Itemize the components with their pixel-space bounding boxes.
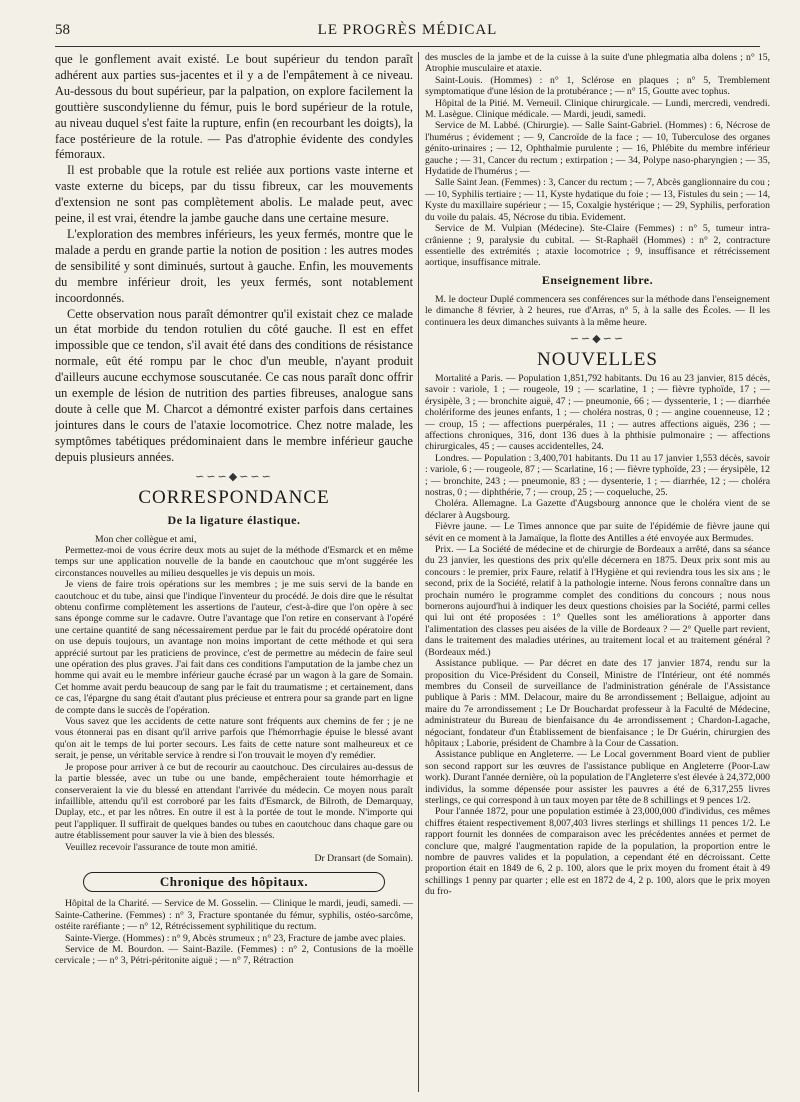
paragraph: Prix. — La Société de médecine et de chirurgie de Bordeaux a arrêté, dans sa séance du 23 janvier, les questions des prix qu'elle décernera en 1875. Deux prix sont mis au concours : le premier, prix Faure, relatif à l'Hygiène et qui reviendra tous les six ans ; le second, prix de la Société, relatif à la pathologie interne. Nous ferons connaître dans un prochain numéro le programme complet des conditions du concours ; nous nous bornerons aujourd'hui à indiquer les deux questions choisies par la Société, parmi celles qui lui ont été proposées : 1° Quelles sont les améliorations à apporter dans l'alimentation des classes peu aisées de la ville de Bordeaux ? — 2° Quelle part revient, dans le traitement des maladies utérines, au traitement local et au traitement général ? (Bordeaux méd.) <box>425 544 770 658</box>
paragraph: Assistance publique. — Par décret en date des 17 janvier 1874, rendu sur la proposition du Vice-Président du Conseil, Ministre de l'Intérieur, ont été nommés membres du Conseil de surveillance de l'administration générale de l'Assistance publique à Paris : MM. Delacour, maire du 8e arrondissement ; Bellaigue, adjoint au maire du 7e arrondissement ; Le Dr Bouchardat professeur à la Faculté de Médecine, administrateur du Bureau de bienfaisance du 4e arrondissement ; Chardon-Lagache, négociant, fondateur d'un Établissement de bienfaisance ; le Dr Guérin, chirurgien des hôpitaux ; Laborie, président de Chambre à la Cour de Cassation. <box>425 658 770 749</box>
paragraph: Fièvre jaune. — Le Times annonce que par suite de l'épidémie de fièvre jaune qui sévit en ce moment à la Jamaïque, la flotte des Antilles a été envoyée aux Bermudes. <box>425 521 770 544</box>
chronique-heading: Chronique des hôpitaux. <box>83 872 385 892</box>
header-rule <box>55 46 760 47</box>
left-column <box>55 52 413 1092</box>
paragraph: Je viens de faire trois opérations sur les membres ; je me suis servi de la bande en caoutchouc et du tube, ainsi que l'indique l'inventeur du procédé. Je dois dire que le résultat obtenu confirme complètement les assertions de l'auteur, c'est-à-dire que l'on opère à sec sans éponge comme sur le cadavre. Outre l'avantage que l'on retire en conservant à l'opéré une certaine quantité de sang nécessairement perdue par le fait du procédé opératoire dont on use depuis toujours, un avantage non moins important de cette méthode et qui sera apprécié surtout par les praticiens de province, c'est de permettre au médecin de faire seul une opération des plus graves. J'ai fait dans ces conditions l'amputation de la jambe chez un homme qui avait eu le membre inférieur gauche écrasé par un wagon à la gare de Somain. Cet homme avait perdu beaucoup de sang par le fait du traumatisme ; et certainement, dans ce cas, l'épargne du sang était d'autant plus précieuse et entrera pour sa grande part en ligne de compte dans le succès de l'opération. <box>55 579 413 716</box>
page-number: 58 <box>55 22 70 38</box>
right-column <box>425 52 770 1092</box>
section-ornament: ∽∽∽◆∽∽∽ <box>195 470 273 483</box>
paragraph: Hôpital de la Pitié. M. Verneuil. Clinique chirurgicale. — Lundi, mercredi, vendredi. M. Lasègue. Clinique médicale. — Mardi, jeudi, samedi. <box>425 97 770 121</box>
paragraph: Service de M. Vulpian (Médecine). Ste-Claire (Femmes) : n° 5, tumeur intra-crânienne ; 9, paralysie du cubital. — St-Raphaël (Hommes) : n° 2, contracture essentielle des extrémités ; ataxie locomotrice ; 9, insuffisance et rétrécissement aortique, insuffisance mitrale. <box>425 223 770 269</box>
nouvelles-text <box>425 373 770 898</box>
paragraph: Saint-Louis. (Hommes) : n° 1, Sclérose en plaques ; n° 5, Tremblement symptomatique d'une lésion de la protubérance ; — n° 15, Goutte avec tophus. <box>425 74 770 98</box>
paragraph: L'exploration des membres inférieurs, les yeux fermés, montre que le malade a perdu en grande partie la notion de position : les autres modes de sensibilité y sont diminués, surtout à gauche. Enfin, les mouvements du membre inférieur droit, les yeux fermés, sont notablement incoordonnés. <box>55 226 413 305</box>
paragraph: Je propose pour arriver à ce but de recourir au caoutchouc. Des circulaires au-dessus de la partie blessée, avec un tube ou une bande, empêcheraient toute hémorrhagie et conserveraient la vie du blessé en attendant l'arrivée du médecin. Ce moyen nous paraît infaillible, attendu qu'il est corroboré par les faits d'Esmarck, de Bilroth, de Demarquay, Duplay, etc., et par les nôtres. En outre il est à la portée de tout le monde. N'importe qui peut l'appliquer. Il suffirait de quelques bandes ou tubes en caoutchouc dans chaque gare ou autre établissement pour sauver la vie à bien des blessés. <box>55 761 413 842</box>
chronique-text <box>55 898 413 966</box>
paragraph: des muscles de la jambe et de la cuisse à la suite d'une phlegmatia alba dolens ; n° 15, Atrophie musculaire et ataxie. <box>425 52 770 75</box>
paragraph: Londres. — Population : 3,400,701 habitants. Du 11 au 17 janvier 1,553 décès, savoir : variole, 6 ; — rougeole, 87 ; — Scarlatine, 16 ; — fièvre typhoïde, 23 ; — érysipèle, 12 ; — bronchite, 243 ; — pneumonie, 83 ; — dysenterie, 1 ; — diarrhée, 12 ; — choléra nostras, 0 ; — diphthérie, 7 ; — croup, 25 ; — coqueluche, 25. <box>425 452 770 498</box>
enseignement-heading: Enseignement libre. <box>541 272 654 287</box>
signature: Dr Dransart (de Somain). <box>314 852 413 864</box>
paragraph: Service de M. Bourdon. — Saint-Bazile. (Femmes) : n° 2, Contusions de la moëlle cervicale ; — n° 3, Pétri-péritonite aiguë ; — n° 7, Rétraction <box>55 943 413 967</box>
nouvelles-heading: NOUVELLES <box>537 348 658 370</box>
enseignement-text <box>425 294 770 328</box>
paragraph: Cette observation nous paraît démontrer qu'il existait chez ce malade un état morbide du tendon rotulien du côté gauche. Il est en effet impossible que ce tendon, s'il avait été dans des conditions de résistance normale, eût été rompu par le choc d'un meuble, n'ayant produit d'ailleurs aucune ecchymose souscutanée. Ce cas nous paraît donc offrir un exemple de lésion de nutrition des parties fibreuses, analogue sans doute à celle que M. Charcot a démontré exister parfois dans certaines jointures dans le cours de l'ataxie locomotrice. Chez notre malade, les symptômes tabétiques prédominaient dans le membre inférieur gauche depuis plusieurs années. <box>55 306 413 464</box>
salutation: Mon cher collègue et ami, <box>95 533 197 545</box>
journal-title: LE PROGRÈS MÉDICAL <box>317 22 498 38</box>
paragraph: Salle Saint Jean. (Femmes) : 3, Cancer du rectum ; — 7, Abcès ganglionnaire du cou ; — 10, Syphilis tertiaire ; — 11, Kyste hydatique du foie ; — 13, Fistules du sein ; — 14, Kyste du maxillaire supérieur ; — 15, Coxalgie hystérique ; — 29, Syphilis, perforation du voile du palais. 45, Nécrose du tibia. Evidement. <box>425 177 770 223</box>
chronique-continued <box>425 52 770 269</box>
page-header <box>55 22 760 44</box>
paragraph: Veuillez recevoir l'assurance de toute mon amitié. <box>65 841 258 853</box>
correspondance-letter <box>55 534 413 865</box>
section-ornament: ∽∽◆∽∽ <box>569 332 626 345</box>
paragraph: que le gonflement avait existé. Le bout supérieur du tendon paraît adhérent aux parties sus-jacentes et il y a de l'empâtement à ce niveau. Au-dessous du bout supérieur, par la palpation, on explore facilement la gouttière suscondylienne du fémur, puis le bord supérieur de la rotule, au niveau duquel s'est faite la rupture, enfin (en recourbant les doigts), la face postérieure de la rotule. — Pas d'atrophie évidente des condyles fémoraux. <box>55 52 413 162</box>
column-divider <box>418 52 419 1092</box>
correspondance-heading: CORRESPONDANCE <box>138 486 330 508</box>
paragraph: Il est probable que la rotule est reliée aux portions vaste interne et vaste externe du biceps, par du tissu fibreux, car les mouvements d'extension ne sont pas complètement abolis. Le malade peut, avec peine, il est vrai, étendre la jambe gauche dans une certaine mesure. <box>55 163 413 226</box>
paragraph: Assistance publique en Angleterre. — Le Local government Board vient de publier son second rapport sur les œuvres de l'assistance publique en Angleterre (Poor-Law work). Durant l'année dernière, où la population de l'Angleterre s'est élevée à 24,372,000 individus, la somme dépensée pour assister les pauvres a été de 6,317,255 livres sterlings, ce qui correspond à un taux moyen par tête de 8 schillings et 9 pences 1/2. <box>425 749 770 806</box>
observation-text <box>55 52 413 466</box>
paragraph: Service de M. Labbé. (Chirurgie). — Salle Saint-Gabriel. (Hommes) : 6, Nécrose de l'humérus ; évidement ; — 9, Cancroïde de la face ; — 10, Tuberculose des organes génito-urinaires ; — 12, Ophthalmie purulente ; — 16, Phlébite du membre inférieur gauche ; — 31, Cancer du rectum ; extirpation ; — 34, Polype naso-pharyngien ; — 35, Hydatide de l'humérus ; — <box>425 120 770 178</box>
paragraph: Hôpital de la Charité. — Service de M. Gosselin. — Clinique le mardi, jeudi, samedi. — Sainte-Catherine. (Femmes) : n° 3, Fracture spontanée du fémur, syphilis, ostéo-sarcôme, ostéite raréfiante ; — n° 12, Rétrécissement syphilitique du rectum. <box>55 898 413 933</box>
correspondance-subheading: De la ligature élastique. <box>167 512 301 527</box>
paragraph: Choléra. Allemagne. La Gazette d'Augsbourg annonce que le choléra vient de se déclarer à Augsbourg. <box>425 498 770 521</box>
paragraph: Pour l'année 1872, pour une population estimée à 23,000,000 d'individus, ces mêmes chiffres étaient respectivement 8,007,403 livres sterlings et shillings 11 pences 1/2. Le rapport fournit les données de comparaison avec les précédentes années et permet de conclure que, malgré l'augmentation rapide de la population, la proportion entre le nombre de pauvres valides et la population, a cependant été en décroissant. Cette proportion était en 1849 de 6, 2 p. 100, alors que le prix moyen du froment était à 49 schillings 1 penny par quarter ; elle est en 1872 de 4, 2 p. 100, alors que le prix moyen du fro- <box>425 806 770 898</box>
paragraph: M. le docteur Duplé commencera ses conférences sur la méthode dans l'enseignement le dimanche 8 février, à 2 heures, rue d'Arras, n° 5, à la salle des Écoles. — Il les continuera les deux dimanches suivants à la même heure. <box>425 293 770 328</box>
paragraph: Permettez-moi de vous écrire deux mots au sujet de la méthode d'Esmarck et en même temps sur une application nouvelle de la bande en caoutchouc que m'ont suggérée les circonstances nouvelles au milieu desquelles je vis depuis un mois. <box>55 544 413 579</box>
paragraph: Sainte-Vierge. (Hommes) : n° 9, Abcès strumeux ; n° 23, Fracture de jambe avec plaies. <box>65 932 406 944</box>
paragraph: Vous savez que les accidents de cette nature sont fréquents aux chemins de fer ; je ne vous étonnerai pas en disant qu'il arrive parfois que l'hémorrhagie épuise le blessé avant qu'on ait le temps de lui porter secours. Les faits de cette nature sont malheureux et ce serait, je pense, un véritable service à rendre si l'on trouvait le moyen d'y remédier. <box>55 716 413 762</box>
paragraph: Mortalité a Paris. — Population 1,851,792 habitants. Du 16 au 23 janvier, 815 décès, savoir : variole, 1 ; — rougeole, 19 ; — scarlatine, 1 ; — fièvre typhoïde, 17 ; — érysipèle, 3 ; — bronchite aiguë, 47 ; — pneumonie, 66 ; — dyssenterie, 1 ; — diarrhée cholériforme des jeunes enfants, 1 ; — choléra nostras, 0 ; — angine couenneuse, 12 ; — croup, 15 ; — affections puerpérales, 11 ; — autres affections aiguës, 236 ; — affections chroniques, 316, dont 136 dues à la phthisie pulmonaire ; — affections chirurgicales, 45 ; — causes accidentelles, 24. <box>425 372 770 453</box>
